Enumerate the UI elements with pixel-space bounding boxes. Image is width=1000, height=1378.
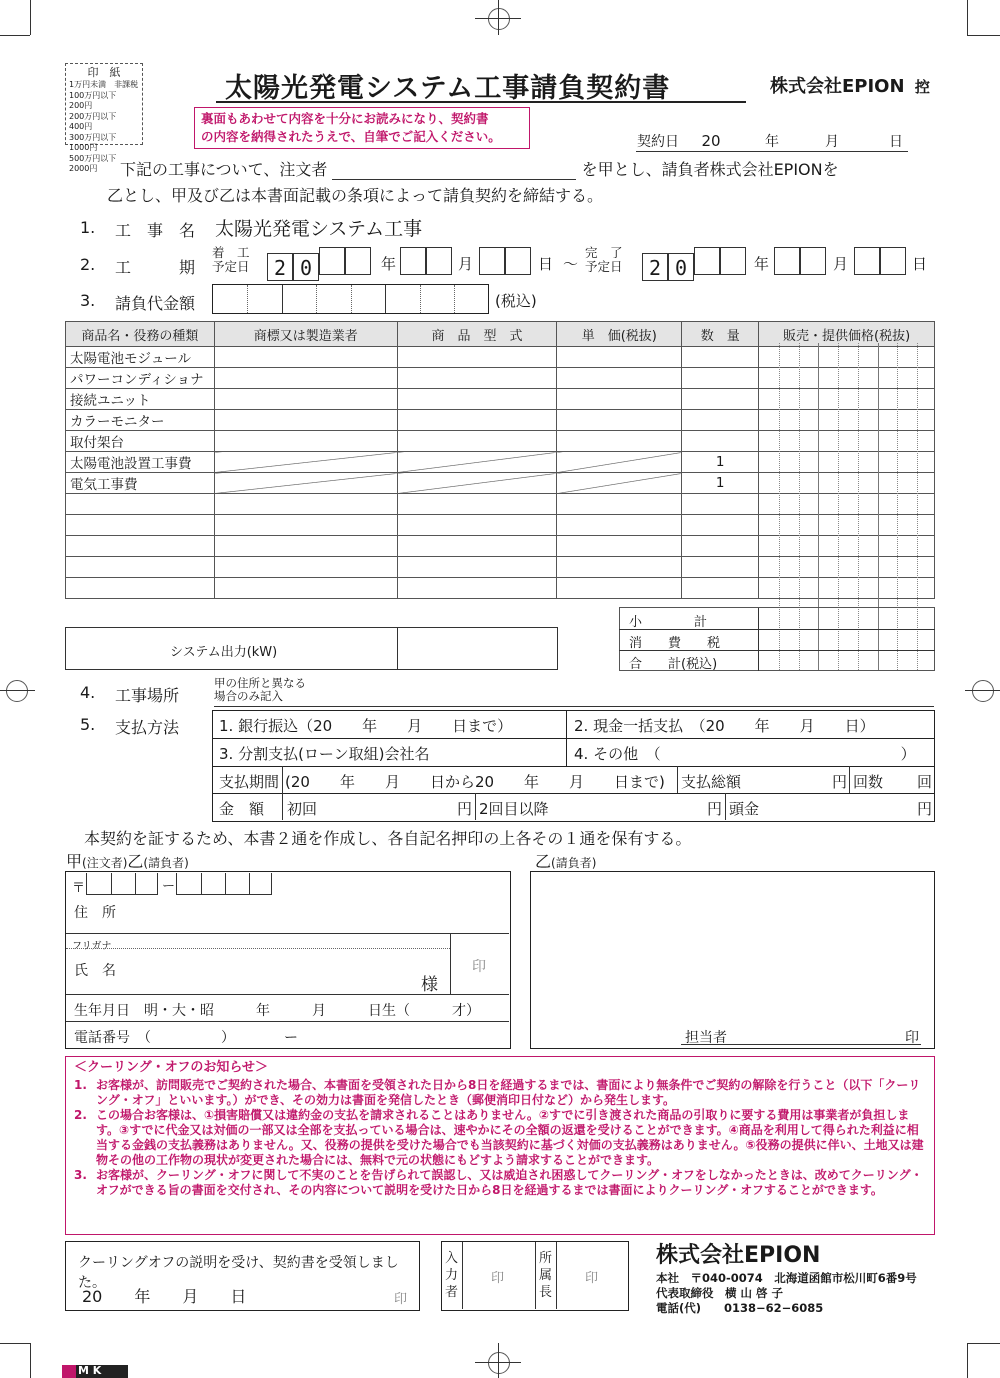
cooling-off-title: ＜クーリング・オフのお知らせ＞ bbox=[74, 1060, 268, 1075]
contractor-box bbox=[530, 871, 935, 1049]
postal-code-field[interactable] bbox=[86, 873, 158, 895]
product-name: 電気工事費 bbox=[66, 473, 215, 494]
certify-text: 本契約を証するため、本書２通を作成し、各自記名押印の上各その１通を保有する。 bbox=[84, 829, 692, 848]
table-cell[interactable] bbox=[397, 515, 557, 536]
name-field[interactable] bbox=[136, 952, 416, 992]
registration-mark bbox=[488, 1352, 510, 1374]
item-num: 2. bbox=[74, 1108, 87, 1122]
table-cell[interactable] bbox=[214, 347, 397, 368]
table-cell[interactable] bbox=[214, 452, 397, 473]
table-cell[interactable] bbox=[397, 410, 557, 431]
name-label: 氏 名 bbox=[74, 963, 116, 979]
table-cell[interactable] bbox=[557, 368, 682, 389]
party-b-sub: (請負者) bbox=[551, 856, 597, 870]
table-row bbox=[66, 452, 935, 473]
payment-period[interactable]: (20 年 月 日から20 年 月 日まで) bbox=[285, 773, 665, 791]
table-cell[interactable] bbox=[397, 494, 557, 515]
payment-cash[interactable]: 2. 現金一括支払 （20 年 月 日） bbox=[574, 717, 875, 735]
day-cell[interactable] bbox=[505, 247, 531, 275]
company-name: 株式会社EPION bbox=[656, 1243, 821, 1268]
customer-box bbox=[65, 871, 511, 1049]
table-cell[interactable] bbox=[759, 389, 935, 410]
col-header: 商 品 型 式 bbox=[397, 322, 557, 347]
product-name: 取付架台 bbox=[66, 431, 215, 452]
party-b-heading bbox=[535, 849, 596, 872]
digit-cell: 0 bbox=[293, 253, 319, 281]
quantity-cell[interactable]: 1 bbox=[682, 452, 759, 473]
start-label-bottom: 予定日 bbox=[212, 259, 250, 274]
product-name: パワーコンディショナ bbox=[66, 368, 215, 389]
corner-logo bbox=[62, 1365, 128, 1378]
item4-num: 4. bbox=[80, 683, 96, 702]
item4-note-line: 場合のみ記入 bbox=[214, 689, 283, 703]
item4-note-line: 甲の住所と異なる bbox=[214, 676, 306, 690]
col-header: 商品名・役務の種類 bbox=[66, 322, 215, 347]
end-label-bottom: 予定日 bbox=[585, 259, 623, 274]
table-cell[interactable] bbox=[759, 494, 935, 515]
col-header: 販売・提供価格(税抜) bbox=[759, 322, 935, 347]
crop-mark bbox=[967, 1343, 968, 1378]
digit-cell[interactable] bbox=[694, 247, 720, 275]
table-cell[interactable] bbox=[214, 515, 397, 536]
table-cell[interactable] bbox=[557, 410, 682, 431]
stamp-row: 200万円以下 400円 bbox=[69, 111, 125, 131]
payment-bank[interactable]: 1. 銀行振込（20 年 月 日まで） bbox=[219, 717, 513, 735]
digit-cell: 2 bbox=[642, 253, 668, 281]
table-cell[interactable] bbox=[397, 536, 557, 557]
address-field[interactable] bbox=[136, 898, 506, 926]
date-year-label: 年 bbox=[765, 134, 779, 150]
site-address-line[interactable] bbox=[214, 706, 934, 707]
table-cell[interactable] bbox=[214, 410, 397, 431]
payment-table bbox=[212, 710, 935, 822]
registration-mark bbox=[6, 680, 28, 702]
item-text: お客様が、訪問販売でご契約された場合、本書面を受領された日から8日を経過するまでは、書面により無条件でご契約の解除を行うこと（以下「クーリング・オフ」といいます。）ができ、その効力は書面を発信したとき（郵便消印日付など）から発生します。 bbox=[96, 1078, 921, 1107]
table-row bbox=[66, 578, 935, 599]
product-name bbox=[66, 515, 215, 536]
yen-unit: 円 bbox=[917, 800, 933, 818]
table-cell[interactable] bbox=[557, 578, 682, 599]
day-cell[interactable] bbox=[479, 247, 505, 275]
year-label: 年 bbox=[381, 255, 397, 273]
party-b-main: 乙 bbox=[535, 852, 552, 871]
system-output-box bbox=[65, 627, 558, 670]
start-label bbox=[212, 246, 250, 274]
quantity-cell[interactable] bbox=[682, 494, 759, 515]
col-header: 商標又は製造業者 bbox=[214, 322, 397, 347]
table-cell[interactable] bbox=[557, 347, 682, 368]
notice-line: 裏面もあわせて内容を十分にお読みになり、契約書 bbox=[201, 111, 489, 126]
stamp-row: 500万円以下 2000円 bbox=[69, 153, 125, 173]
company-representative: 代表取締役 横 山 啓 子 bbox=[656, 1286, 784, 1300]
table-cell[interactable] bbox=[397, 578, 557, 599]
receipt-date[interactable]: 20 年 月 日 bbox=[82, 1287, 247, 1306]
table-cell[interactable] bbox=[214, 578, 397, 599]
document-title: 太陽光発電システム工事請負契約書 bbox=[225, 73, 671, 104]
table-row bbox=[66, 347, 935, 368]
approval-input-label: 入力者 bbox=[445, 1251, 459, 1300]
table-row bbox=[66, 515, 935, 536]
cooling-off-item bbox=[74, 1168, 926, 1198]
table-cell[interactable] bbox=[557, 431, 682, 452]
table-cell[interactable] bbox=[557, 452, 682, 473]
product-name bbox=[66, 557, 215, 578]
table-cell[interactable] bbox=[557, 494, 682, 515]
product-name bbox=[66, 494, 215, 515]
table-cell[interactable] bbox=[214, 389, 397, 410]
item3-label: 請負代金額 bbox=[115, 294, 196, 313]
item1-label: 工 事 名 bbox=[115, 221, 196, 240]
date-month-label: 月 bbox=[825, 134, 839, 150]
registration-mark bbox=[475, 1362, 521, 1363]
quantity-cell[interactable] bbox=[682, 431, 759, 452]
table-cell[interactable] bbox=[557, 557, 682, 578]
cooling-off-notice bbox=[65, 1056, 935, 1235]
furigana-label: フリガナ bbox=[72, 941, 112, 952]
intro-line1b: を甲とし、請負者株式会社EPIONを bbox=[581, 160, 839, 179]
table-cell[interactable] bbox=[397, 368, 557, 389]
digit-cell[interactable] bbox=[345, 247, 371, 275]
party-b-main: 乙 bbox=[127, 852, 144, 871]
stamp-row: 1万円未満 非課税 bbox=[69, 80, 139, 89]
table-row bbox=[66, 368, 935, 389]
digit-cell: 2 bbox=[267, 253, 293, 281]
receipt-text: クーリングオフの説明を受け、契約書を受領しました。 bbox=[78, 1255, 399, 1291]
payment-total-label: 支払総額 bbox=[681, 773, 742, 791]
cooling-off-item bbox=[74, 1108, 926, 1168]
company-copy bbox=[770, 72, 930, 98]
registration-mark bbox=[972, 680, 994, 702]
contract-date-label: 契約日 bbox=[637, 134, 679, 150]
table-cell[interactable] bbox=[397, 389, 557, 410]
table-cell[interactable] bbox=[759, 368, 935, 389]
table-cell[interactable] bbox=[557, 536, 682, 557]
table-row bbox=[66, 431, 935, 452]
staff-seal: 印 bbox=[905, 1030, 919, 1046]
registration-mark bbox=[488, 8, 510, 30]
yen-unit: 円 bbox=[832, 773, 848, 791]
table-row bbox=[66, 389, 935, 410]
month-cell[interactable] bbox=[800, 247, 826, 275]
table-cell[interactable] bbox=[397, 452, 557, 473]
party-a-main: 甲 bbox=[66, 852, 83, 871]
postal-code-field-2[interactable] bbox=[176, 873, 272, 895]
approval-manager-label: 所属長 bbox=[539, 1251, 553, 1300]
crop-mark bbox=[0, 1343, 30, 1344]
table-cell[interactable] bbox=[214, 431, 397, 452]
product-name: 太陽電池設置工事費 bbox=[66, 452, 215, 473]
registration-mark bbox=[498, 1343, 499, 1378]
contract-date-year: 20 bbox=[701, 132, 721, 150]
table-cell[interactable] bbox=[214, 557, 397, 578]
table-cell[interactable] bbox=[214, 473, 397, 494]
col-header: 数 量 bbox=[682, 322, 759, 347]
product-name: カラーモニター bbox=[66, 410, 215, 431]
corner-logo-text: M K bbox=[78, 1364, 102, 1377]
quantity-cell[interactable] bbox=[682, 536, 759, 557]
end-label bbox=[585, 246, 623, 274]
day-cell[interactable] bbox=[854, 247, 880, 275]
table-cell[interactable] bbox=[397, 557, 557, 578]
date-underline bbox=[636, 151, 908, 152]
item-num: 1. bbox=[74, 1078, 87, 1092]
item2-label: 工 期 bbox=[115, 258, 196, 277]
quantity-cell[interactable] bbox=[682, 578, 759, 599]
table-cell[interactable] bbox=[759, 557, 935, 578]
stamp-row: 300万円以下 1000円 bbox=[69, 132, 125, 152]
payment-period-label: 支払期間 bbox=[219, 773, 280, 791]
table-header-row bbox=[66, 322, 935, 347]
table-cell[interactable] bbox=[214, 494, 397, 515]
table-cell[interactable] bbox=[397, 473, 557, 494]
party-a-heading bbox=[66, 849, 189, 872]
quantity-cell[interactable] bbox=[682, 347, 759, 368]
copy-mark: 控 bbox=[914, 78, 930, 96]
party-a-sub: (注文者) bbox=[82, 856, 128, 870]
item4-note bbox=[214, 677, 306, 703]
first-payment-label: 初回 bbox=[287, 800, 318, 818]
payment-other[interactable]: 4. その他 （ ） bbox=[574, 745, 916, 763]
company-phone: 電話(代) 0138−62−6085 bbox=[656, 1301, 824, 1315]
intro-line1 bbox=[120, 157, 839, 180]
product-name: 接続ユニット bbox=[66, 389, 215, 410]
table-cell[interactable] bbox=[759, 347, 935, 368]
quantity-cell[interactable] bbox=[682, 557, 759, 578]
notice-line: の内容を納得されたうえで、自筆でご記入ください。 bbox=[201, 129, 501, 144]
title-underline bbox=[216, 101, 746, 103]
cooling-off-item bbox=[74, 1078, 926, 1108]
month-label: 月 bbox=[458, 255, 474, 273]
table-cell[interactable] bbox=[557, 389, 682, 410]
table-cell[interactable] bbox=[759, 515, 935, 536]
month-label: 月 bbox=[833, 255, 849, 273]
totals-block bbox=[619, 607, 935, 671]
item5-num: 5. bbox=[80, 715, 96, 734]
party-b-sub: (請負者) bbox=[143, 856, 189, 870]
table-cell[interactable] bbox=[214, 536, 397, 557]
receipt-box bbox=[65, 1241, 420, 1311]
table-cell[interactable] bbox=[759, 431, 935, 452]
digit-cell[interactable] bbox=[319, 247, 345, 275]
staff-label: 担当者 bbox=[685, 1030, 727, 1046]
date-day-label: 日 bbox=[889, 134, 903, 150]
customer-seal: 印 bbox=[472, 959, 486, 975]
col-header: 単 価(税抜) bbox=[557, 322, 682, 347]
company-address: 本社 〒040-0074 北海道函館市松川町6番9号 bbox=[656, 1271, 917, 1285]
crop-mark bbox=[30, 0, 31, 35]
crop-mark bbox=[967, 1343, 1000, 1344]
quantity-cell[interactable] bbox=[682, 515, 759, 536]
item4-label: 工事場所 bbox=[115, 686, 180, 705]
registration-mark bbox=[965, 690, 1000, 691]
item5-label: 支払方法 bbox=[115, 718, 180, 737]
approval-seal: 印 bbox=[585, 1271, 599, 1286]
down-payment-label: 頭金 bbox=[729, 800, 760, 818]
product-name bbox=[66, 536, 215, 557]
intro-line1a: 下記の工事について、注文者 bbox=[120, 160, 328, 179]
total-label: 合 計(税込) bbox=[629, 657, 718, 672]
end-label-top: 完 了 bbox=[585, 245, 623, 260]
month-cell[interactable] bbox=[774, 247, 800, 275]
digit-cell[interactable] bbox=[720, 247, 746, 275]
notice-box bbox=[194, 107, 530, 149]
table-cell[interactable] bbox=[557, 515, 682, 536]
table-row bbox=[66, 536, 935, 557]
contract-date bbox=[637, 131, 907, 151]
goods-table bbox=[65, 321, 935, 599]
item3-num: 3. bbox=[80, 291, 96, 310]
table-row bbox=[66, 410, 935, 431]
table-cell[interactable] bbox=[759, 410, 935, 431]
product-name: 太陽電池モジュール bbox=[66, 347, 215, 368]
subtotal-label: 小 計 bbox=[629, 615, 708, 630]
item-text: この場合お客様は、①損害賠償又は違約金の支払を請求されることはありません。②すでに引き渡された商品の引取りに要する費用は事業者が負担します。③すでに代金又は対価の一部又は全部を支払っている場合は、速やかにその全額の返還を受けることができます。④商品を利用して得られた利益に相当する金銭の支払義務はありません。又、役務の提供を受けた場合でも当該契約に基づく対価の支払義務はありません。⑤役務の提供に伴い、土地又は建物その他の工作物の現状が変更された場合には、無料で元の状態にもどすよう請求することができます。 bbox=[96, 1108, 924, 1167]
crop-mark bbox=[0, 35, 30, 36]
system-output-label: システム出力(kW) bbox=[170, 645, 278, 660]
yen-unit: 円 bbox=[707, 800, 723, 818]
receipt-seal: 印 bbox=[394, 1292, 408, 1307]
crop-mark bbox=[967, 0, 968, 35]
customer-name-field[interactable] bbox=[332, 161, 576, 180]
phone-number[interactable]: 電話番号 （ ） ー bbox=[74, 1030, 298, 1046]
table-cell[interactable] bbox=[557, 473, 682, 494]
stamp-title: 印 紙 bbox=[87, 66, 121, 79]
item2-num: 2. bbox=[80, 255, 96, 274]
tax-included: (税込) bbox=[495, 292, 537, 310]
day-label: 日 bbox=[912, 255, 928, 273]
year-label: 年 bbox=[754, 255, 770, 273]
table-row bbox=[66, 473, 935, 494]
digit-cell: 0 bbox=[668, 253, 694, 281]
system-output-field[interactable] bbox=[399, 628, 557, 669]
birth-date[interactable]: 生年月日 明・大・昭 年 月 日生（ 才） bbox=[74, 1003, 480, 1019]
day-label: 日 bbox=[538, 255, 554, 273]
day-cell[interactable] bbox=[880, 247, 906, 275]
crop-mark bbox=[967, 35, 1000, 36]
month-cell[interactable] bbox=[426, 247, 452, 275]
postal-mark: 〒 bbox=[72, 881, 86, 896]
quantity-cell[interactable]: 1 bbox=[682, 473, 759, 494]
quantity-cell[interactable] bbox=[682, 368, 759, 389]
table-cell[interactable] bbox=[397, 347, 557, 368]
crop-mark bbox=[30, 1343, 31, 1378]
table-row bbox=[66, 557, 935, 578]
item-num: 3. bbox=[74, 1168, 87, 1182]
item1-num: 1. bbox=[80, 218, 96, 237]
start-date-fields bbox=[267, 247, 622, 281]
item-text: お客様が、クーリング・オフに関して不実のことを告げられて誤認し、又は威迫され困惑してクーリング・オフをしなかったときは、改めてクーリング・オフができる旨の書面を交付され、その内容について説明を受けた日から8日を経過するまでは書面によりクーリング・オフすることができます。 bbox=[96, 1168, 923, 1197]
registration-mark bbox=[0, 690, 35, 691]
company-copy-name: 株式会社EPION bbox=[770, 76, 905, 97]
table-cell[interactable] bbox=[759, 578, 935, 599]
product-name bbox=[66, 578, 215, 599]
construction-name: 太陽光発電システム工事 bbox=[215, 218, 423, 240]
stamp-row: 100万円以下 200円 bbox=[69, 90, 125, 110]
sama-label: 様 bbox=[421, 975, 438, 995]
second-payment-label: 2回目以降 bbox=[479, 800, 549, 818]
quantity-cell[interactable] bbox=[682, 389, 759, 410]
table-cell[interactable] bbox=[214, 368, 397, 389]
postal-dash: ー bbox=[162, 879, 176, 894]
payment-loan[interactable]: 3. 分割支払(ローン取組)会社名 bbox=[219, 745, 430, 763]
table-cell[interactable] bbox=[759, 473, 935, 494]
table-row bbox=[66, 494, 935, 515]
tilde: ～ bbox=[563, 255, 579, 273]
count-unit: 回 bbox=[917, 773, 933, 791]
yen-unit: 円 bbox=[457, 800, 473, 818]
table-cell[interactable] bbox=[759, 536, 935, 557]
month-cell[interactable] bbox=[400, 247, 426, 275]
amount-label: 金 額 bbox=[219, 800, 265, 818]
approval-box bbox=[441, 1241, 629, 1311]
address-label: 住 所 bbox=[74, 905, 116, 921]
contract-amount-field[interactable] bbox=[212, 284, 489, 314]
table-cell[interactable] bbox=[759, 452, 935, 473]
intro-line2: 乙とし、甲及び乙は本書面記載の条項によって請負契約を締結する。 bbox=[107, 186, 604, 205]
approval-seal: 印 bbox=[491, 1271, 505, 1286]
quantity-cell[interactable] bbox=[682, 410, 759, 431]
tax-label: 消 費 税 bbox=[629, 636, 721, 651]
end-date-fields bbox=[642, 247, 942, 281]
payment-count-label: 回数 bbox=[853, 773, 884, 791]
registration-mark bbox=[475, 18, 521, 19]
revenue-stamp-box bbox=[65, 63, 143, 173]
table-cell[interactable] bbox=[397, 431, 557, 452]
start-label-top: 着 工 bbox=[212, 245, 250, 260]
